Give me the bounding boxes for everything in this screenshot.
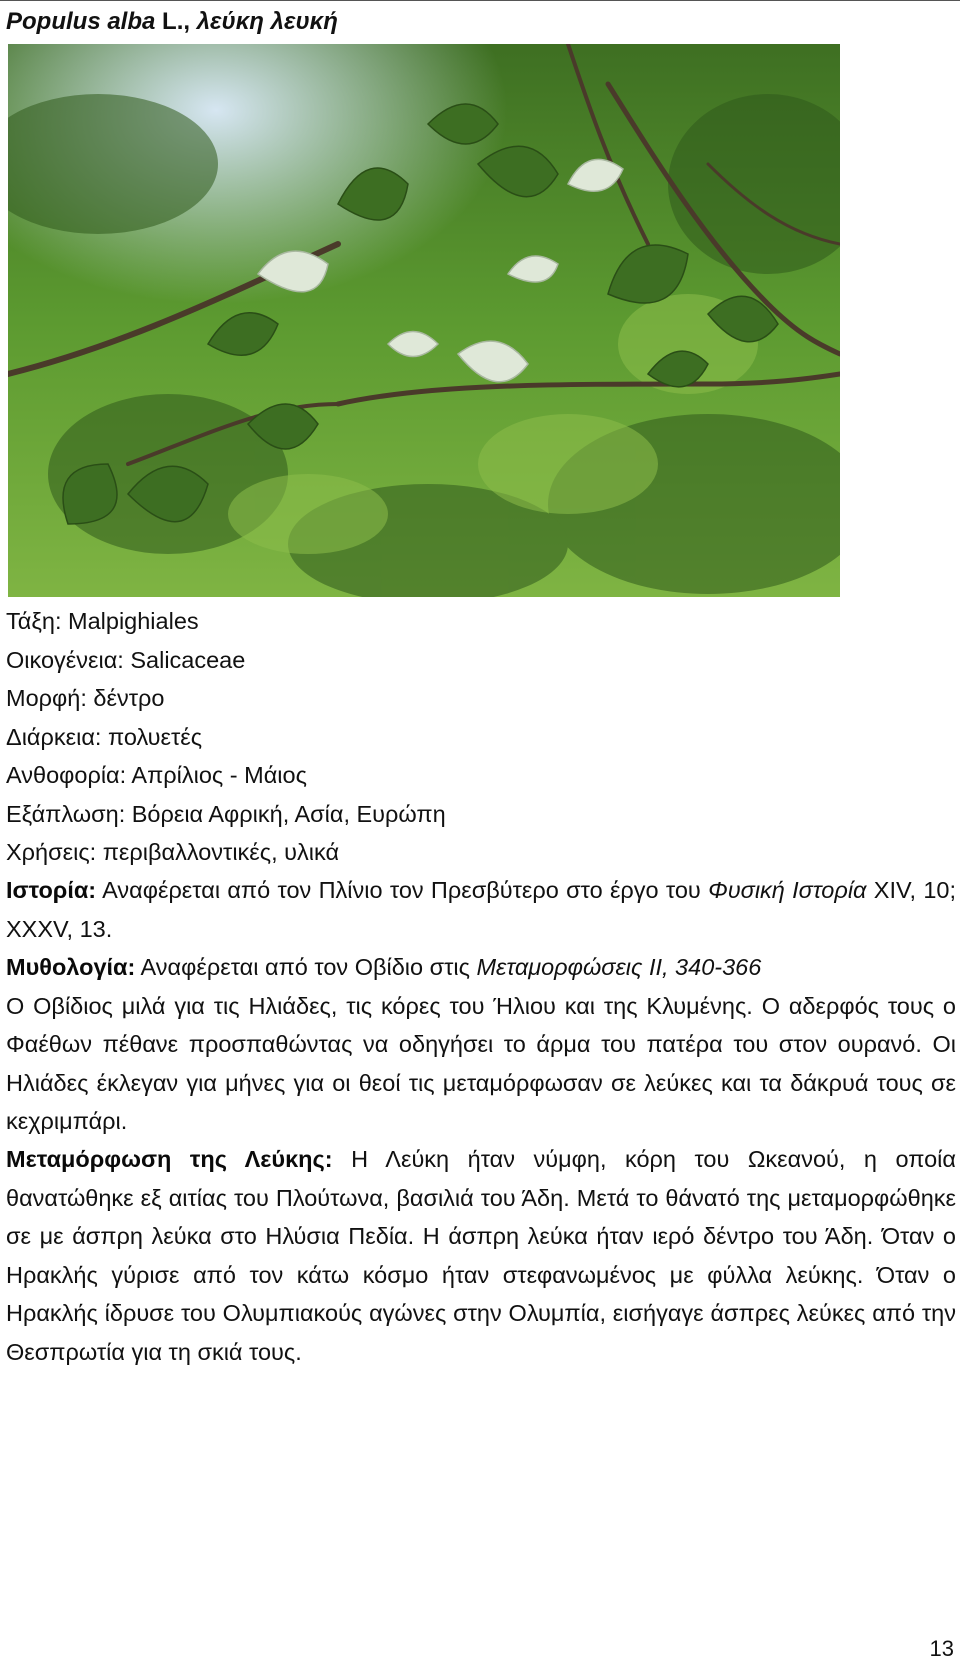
plant-facts [6, 602, 446, 872]
fact-flowering: Ανθοφορία: Απρίλιος - Μάιος [6, 762, 307, 788]
fact-uses: Χρήσεις: περιβαλλοντικές, υλικά [6, 839, 340, 865]
mythology-body: Ο Οβίδιος μιλά για τις Ηλιάδες, τις κόρες του Ήλιου και της Κλυμένης. Ο αδερφός τους ο Φαέθων πέθανε προσπαθώντας να οδηγήσει το άρμα του πατέρα του στον ουρανό. Οι Ηλιάδες έκλεγαν για μήνες για οι θεοί τις μεταμόρφωσαν σε λεύκες και τα δάκρυά τους σε κεχριμπάρι. [6, 992, 956, 1134]
plant-photo [8, 44, 840, 597]
history-label: Ιστορία: [6, 877, 97, 903]
fact-order: Τάξη: Malpighiales [6, 608, 199, 634]
metamorphosis-label: Μεταμόρφωση της Λεύκης: [6, 1146, 333, 1172]
fact-family: Οικογένεια: Salicaceae [6, 646, 246, 673]
metamorphosis-body: Η Λεύκη ήταν νύμφη, κόρη του Ωκεανού, η οποία θανατώθηκε εξ αιτίας του Πλούτωνα, βασιλιά του Άδη. Μετά το θάνατό της μεταμορφώθηκε σε με άσπρη λεύκα στο Ηλύσια Πεδία. Η άσπρη λεύκα ήταν ιερό δέντρο του Άδη. Όταν ο Ηρακλής γύρισε από τον κάτω κόσμο ήταν στεφανωμένος με φύλλα λεύκης. Όταν ο Ηρακλής ίδρυσε του Ολυμπιακούς αγώνες στην Ολυμπία, εισήγαγε άσπρες λεύκες από την Θεσπρωτία για τη σκιά τους. [6, 1146, 956, 1365]
metamorphosis-paragraph [6, 1140, 956, 1371]
common-name: λεύκη λευκή [196, 8, 338, 35]
mythology-label: Μυθολογία: [6, 954, 136, 980]
mythology-paragraph: Μυθολογία: Αναφέρεται από τον Οβίδιο στις Μεταμορφώσεις II, 340-366 Ο Οβίδιος μιλά για τις Ηλιάδες, τις κόρες του Ήλιου και της Κλυμένης. Ο αδερφός τους ο Φαέθων πέθανε προσπαθώντας να οδηγήσει το άρμα του πατέρα του στον ουρανό. Οι Ηλιάδες έκλεγαν για μήνες για οι θεοί τις μεταμόρφωσαν σε λεύκες και τα δάκρυά τους σε κεχριμπάρι. [6, 954, 956, 1134]
fact-form: Μορφή: δέντρο [6, 685, 165, 711]
author-abbrev: L., [155, 8, 197, 35]
fact-distribution: Εξάπλωση: Βόρεια Αφρική, Ασία, Ευρώπη [6, 800, 446, 827]
page-number: 13 [929, 1636, 954, 1661]
scientific-name: Populus alba [6, 8, 156, 35]
page-title [6, 6, 338, 38]
top-rule [0, 0, 960, 1]
history-paragraph: Ιστορία: Αναφέρεται από τον Πλίνιο τον Πρεσβύτερο στο έργο του Φυσική Ιστορία XIV, 10; XXXV, 13. [6, 877, 956, 942]
fact-duration: Διάρκεια: πολυετές [6, 723, 203, 750]
mythology-work-title: Μεταμορφώσεις II, 340-366 [476, 954, 762, 980]
poplar-leaves-image [8, 44, 840, 597]
history-work-title: Φυσική Ιστορία [708, 877, 867, 903]
